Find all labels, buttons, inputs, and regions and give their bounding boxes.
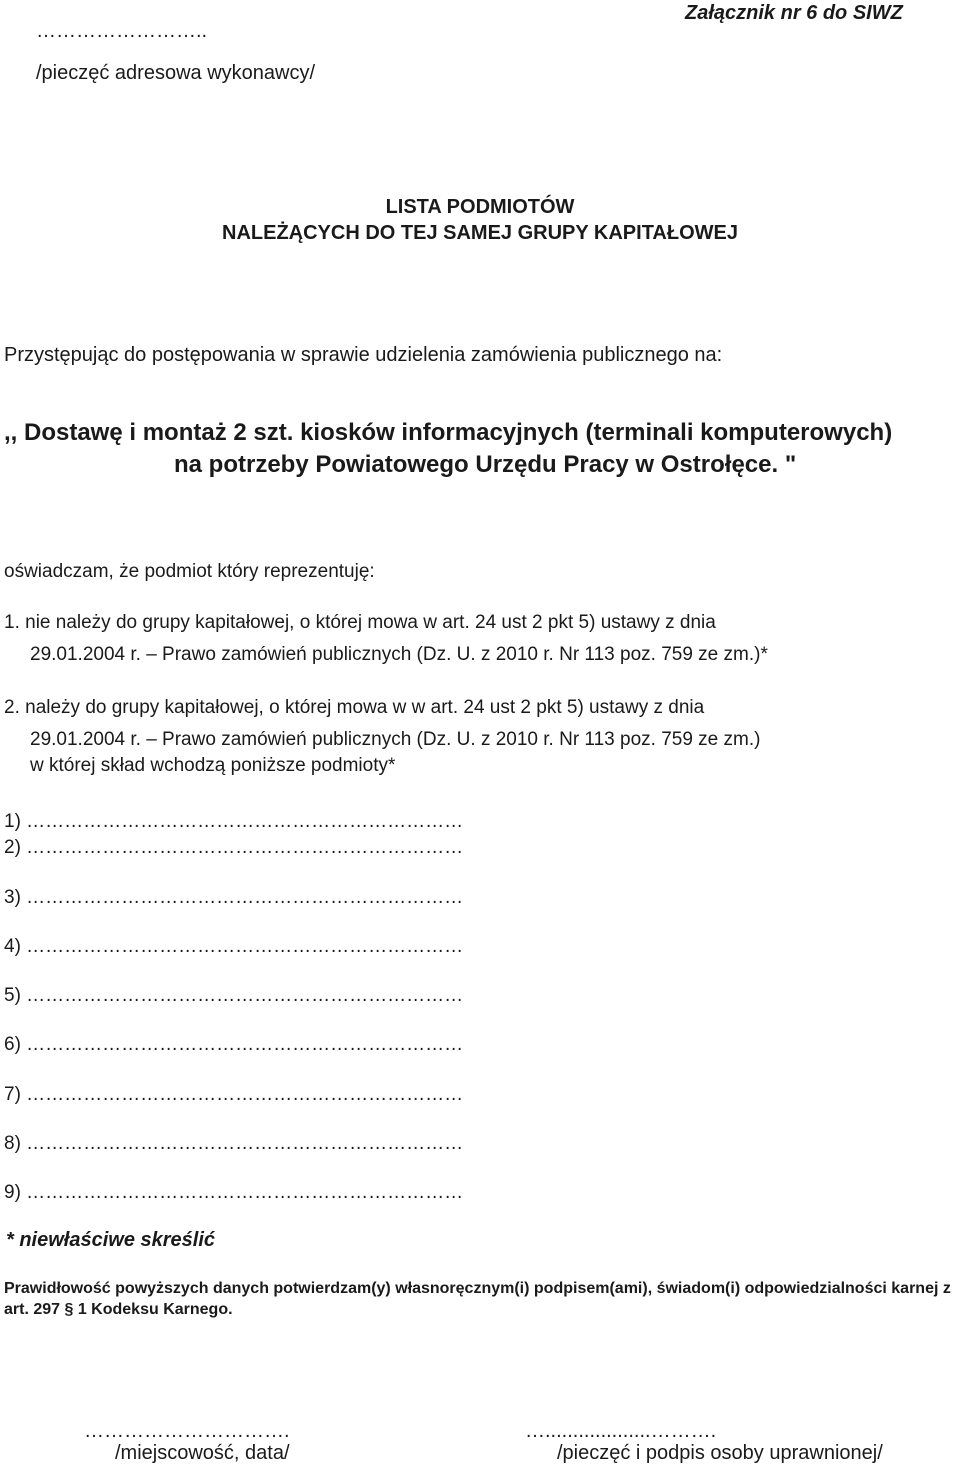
point2-line3: w której skład wchodzą poniższe podmioty*	[30, 755, 396, 776]
entity-entry-6: 6) ……………………………………………………………	[4, 1034, 464, 1055]
intro-text: Przystępując do postępowania w sprawie udzielenia zamówienia publicznego na:	[4, 344, 723, 366]
point1-line1: 1. nie należy do grupy kapitałowej, o której mowa w art. 24 ust 2 pkt 5) ustawy z dnia	[4, 612, 716, 633]
confirmation-text: Prawidłowość powyższych danych potwierdzam(y) własnoręcznym(i) podpisem(ami), świadom(i) odpowiedzialności karnej z art. 297 § 1 Kodeksu Karnego.	[4, 1280, 951, 1318]
entity-entry-3: 3) ……………………………………………………………	[4, 887, 464, 908]
place-date-label: /miejscowość, data/	[115, 1442, 290, 1464]
place-date-dots: ………………………….	[84, 1420, 290, 1442]
attachment-label: Załącznik nr 6 do SIWZ	[685, 2, 903, 24]
subject-line1: ,, Dostawę i montaż 2 szt. kiosków informacyjnych (terminali komputerowych)	[4, 419, 893, 446]
document-title-line1: LISTA PODMIOTÓW	[385, 196, 575, 218]
point2-line1: 2. należy do grupy kapitałowej, o której mowa w w art. 24 ust 2 pkt 5) ustawy z dnia	[4, 697, 705, 718]
subject-line2: na potrzeby Powiatowego Urzędu Pracy w Ostrołęce. "	[174, 451, 797, 478]
signature-label: /pieczęć i podpis osoby uprawnionej/	[557, 1442, 883, 1464]
footnote: * niewłaściwe skreślić	[6, 1229, 216, 1251]
signature-dots: …...................……….	[525, 1420, 717, 1442]
stamp-label: /pieczęć adresowa wykonawcy/	[36, 62, 316, 84]
entity-entry-1: 1) ……………………………………………………………	[4, 811, 464, 832]
entity-entry-5: 5) ……………………………………………………………	[4, 985, 464, 1006]
entity-entry-8: 8) ……………………………………………………………	[4, 1133, 464, 1154]
entity-entry-2: 2) ……………………………………………………………	[4, 837, 464, 858]
document-title-line2: NALEŻĄCYCH DO TEJ SAMEJ GRUPY KAPITAŁOWEJ	[222, 222, 738, 244]
entity-entry-9: 9) ……………………………………………………………	[4, 1182, 464, 1203]
point2-line2: 29.01.2004 r. – Prawo zamówień publicznych (Dz. U. z 2010 r. Nr 113 poz. 759 ze zm.)	[30, 729, 761, 750]
point1-line2: 29.01.2004 r. – Prawo zamówień publicznych (Dz. U. z 2010 r. Nr 113 poz. 759 ze zm.)*	[30, 644, 768, 665]
statement-text: oświadczam, że podmiot który reprezentuję:	[4, 561, 375, 582]
entity-entry-7: 7) ……………………………………………………………	[4, 1084, 464, 1105]
entity-entry-4: 4) ……………………………………………………………	[4, 936, 464, 957]
stamp-dots: ……………………..	[36, 20, 208, 42]
